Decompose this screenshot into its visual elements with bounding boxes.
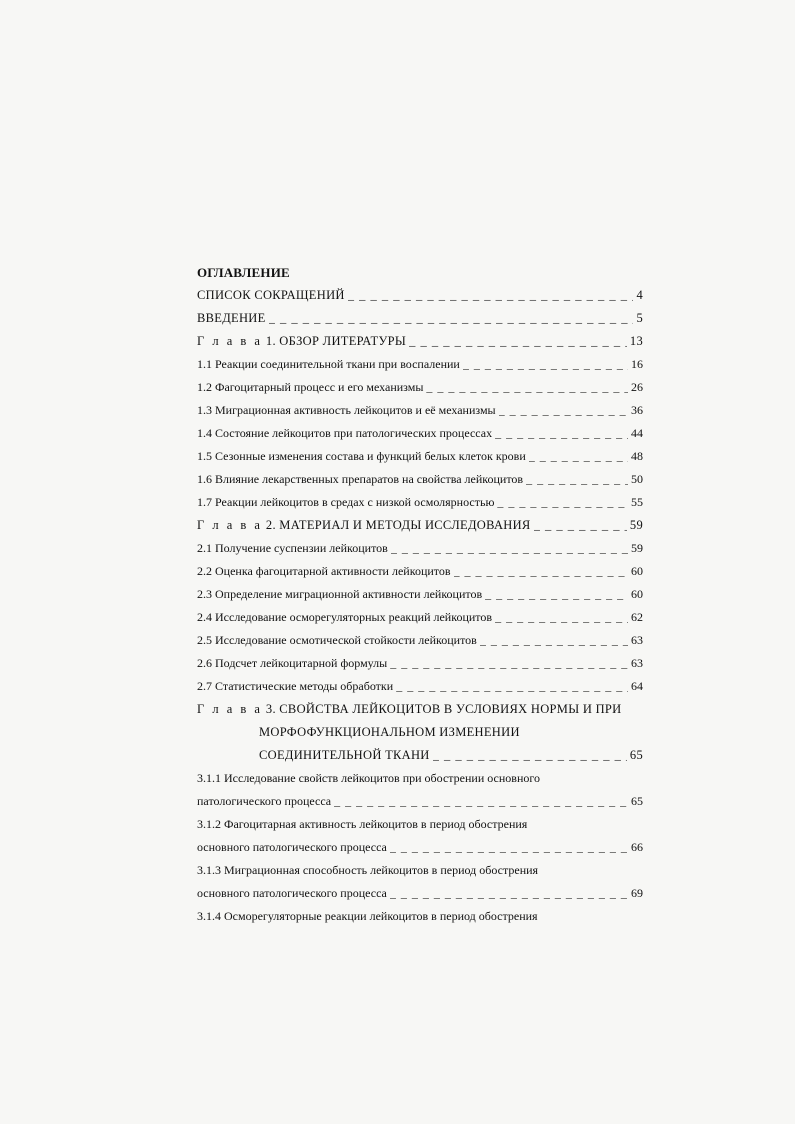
leader-dots: [390, 652, 628, 675]
toc-subsection-line: 3.1.1 Исследование свойств лейкоцитов при обострении основного: [197, 771, 541, 785]
page-number: 65: [629, 748, 643, 762]
page-number: 62: [631, 610, 643, 624]
toc-entry: 1.5 Сезонные изменения состава и функций белых клеток крови _ _ _ 48: [197, 445, 643, 468]
toc-chapter: СОЕДИНИТЕЛЬНОЙ ТКАНИ _ _ _ 65: [197, 744, 643, 767]
page-number: 4: [636, 288, 643, 302]
page-number: 59: [629, 518, 643, 532]
leader-dots: [269, 307, 634, 330]
leader-dots: [529, 445, 628, 468]
toc-entry: 2.1 Получение суспензии лейкоцитов _ _ _ 59: [197, 537, 643, 560]
leader-dots: [495, 422, 628, 445]
toc-entry: 1.7 Реакции лейкоцитов в средах с низкой осмолярностью _ _ _ 55: [197, 491, 643, 514]
toc-entry: 1.4 Состояние лейкоцитов при патологических процессах _ _ _ 44: [197, 422, 643, 445]
toc-chapter-line: МОРФОФУНКЦИОНАЛЬНОМ ИЗМЕНЕНИИ: [259, 725, 520, 739]
toc-entry: 2.6 Подсчет лейкоцитарной формулы _ _ _ 63: [197, 652, 643, 675]
page-number: 55: [631, 495, 643, 509]
page-number: 44: [631, 426, 643, 440]
toc-chapter-line: Г л а в а 3. СВОЙСТВА ЛЕЙКОЦИТОВ В УСЛОВИЯХ НОРМЫ И ПРИ: [197, 702, 622, 716]
page-number: 63: [631, 656, 643, 670]
toc-entry: 2.2 Оценка фагоцитарной активности лейкоцитов _ _ _ 60: [197, 560, 643, 583]
leader-dots: [534, 514, 627, 537]
toc-subsection-line: 3.1.4 Осморегуляторные реакции лейкоцитов в период обострения: [197, 909, 538, 923]
page-number: 48: [631, 449, 643, 463]
leader-dots: [391, 537, 628, 560]
toc-entry: 1.3 Миграционная активность лейкоцитов и её механизмы _ _ _ 36: [197, 399, 643, 422]
toc-entry: 1.2 Фагоцитарный процесс и его механизмы _ _ _ 26: [197, 376, 643, 399]
page-number: 60: [631, 587, 643, 601]
leader-dots: [463, 353, 628, 376]
toc-entry: основного патологического процесса _ _ _ 66: [197, 836, 643, 859]
toc-title: ОГЛАВЛЕНИЕ: [197, 265, 290, 280]
leader-dots: [480, 629, 628, 652]
leader-dots: [499, 399, 628, 422]
page-number: 13: [629, 334, 643, 348]
toc-subsection-line: 3.1.2 Фагоцитарная активность лейкоцитов в период обострения: [197, 817, 528, 831]
page-number: 65: [631, 794, 643, 808]
page-number: 63: [631, 633, 643, 647]
page-number: 36: [631, 403, 643, 417]
leader-dots: [497, 491, 628, 514]
toc-entry: 1.6 Влияние лекарственных препаратов на свойства лейкоцитов _ _ _ 50: [197, 468, 643, 491]
toc-entry: 2.3 Определение миграционной активности лейкоцитов _ _ _ 60: [197, 583, 643, 606]
page-number: 26: [631, 380, 643, 394]
leader-dots: [396, 675, 628, 698]
leader-dots: [390, 882, 628, 905]
leader-dots: [454, 560, 628, 583]
leader-dots: [409, 330, 627, 353]
toc-entry: 2.7 Статистические методы обработки _ _ _ 64: [197, 675, 643, 698]
leader-dots: [526, 468, 628, 491]
toc-entry: ВВЕДЕНИЕ _ _ _ 5: [197, 307, 643, 330]
leader-dots: [334, 790, 628, 813]
page-number: 69: [631, 886, 643, 900]
leader-dots: [390, 836, 628, 859]
page-number: 5: [636, 311, 643, 325]
page-number: 50: [631, 472, 643, 486]
leader-dots: [495, 606, 628, 629]
leader-dots: [426, 376, 628, 399]
leader-dots: [433, 744, 627, 767]
page-number: 16: [631, 357, 643, 371]
toc-chapter: Г л а в а 2. МАТЕРИАЛ И МЕТОДЫ ИССЛЕДОВАНИЯ _ _ _ 59: [197, 514, 643, 537]
toc-subsection-line: 3.1.3 Миграционная способность лейкоцитов в период обострения: [197, 863, 539, 877]
leader-dots: [485, 583, 628, 606]
leader-dots: [348, 284, 634, 307]
toc-entry: 1.1 Реакции соединительной ткани при воспалении _ _ _ 16: [197, 353, 643, 376]
toc-entry: патологического процесса _ _ _ 65: [197, 790, 643, 813]
toc-entry: 2.4 Исследование осморегуляторных реакций лейкоцитов _ _ _ 62: [197, 606, 643, 629]
page-number: 59: [631, 541, 643, 555]
toc-entry: основного патологического процесса _ _ _ 69: [197, 882, 643, 905]
toc-chapter: Г л а в а 1. ОБЗОР ЛИТЕРАТУРЫ _ _ _ 13: [197, 330, 643, 353]
page-number: 64: [631, 679, 643, 693]
table-of-contents: [197, 262, 643, 928]
toc-entry: СПИСОК СОКРАЩЕНИЙ _ _ _ 4: [197, 284, 643, 307]
toc-entry: 2.5 Исследование осмотической стойкости лейкоцитов _ _ _ 63: [197, 629, 643, 652]
page-number: 60: [631, 564, 643, 578]
page-number: 66: [631, 840, 643, 854]
